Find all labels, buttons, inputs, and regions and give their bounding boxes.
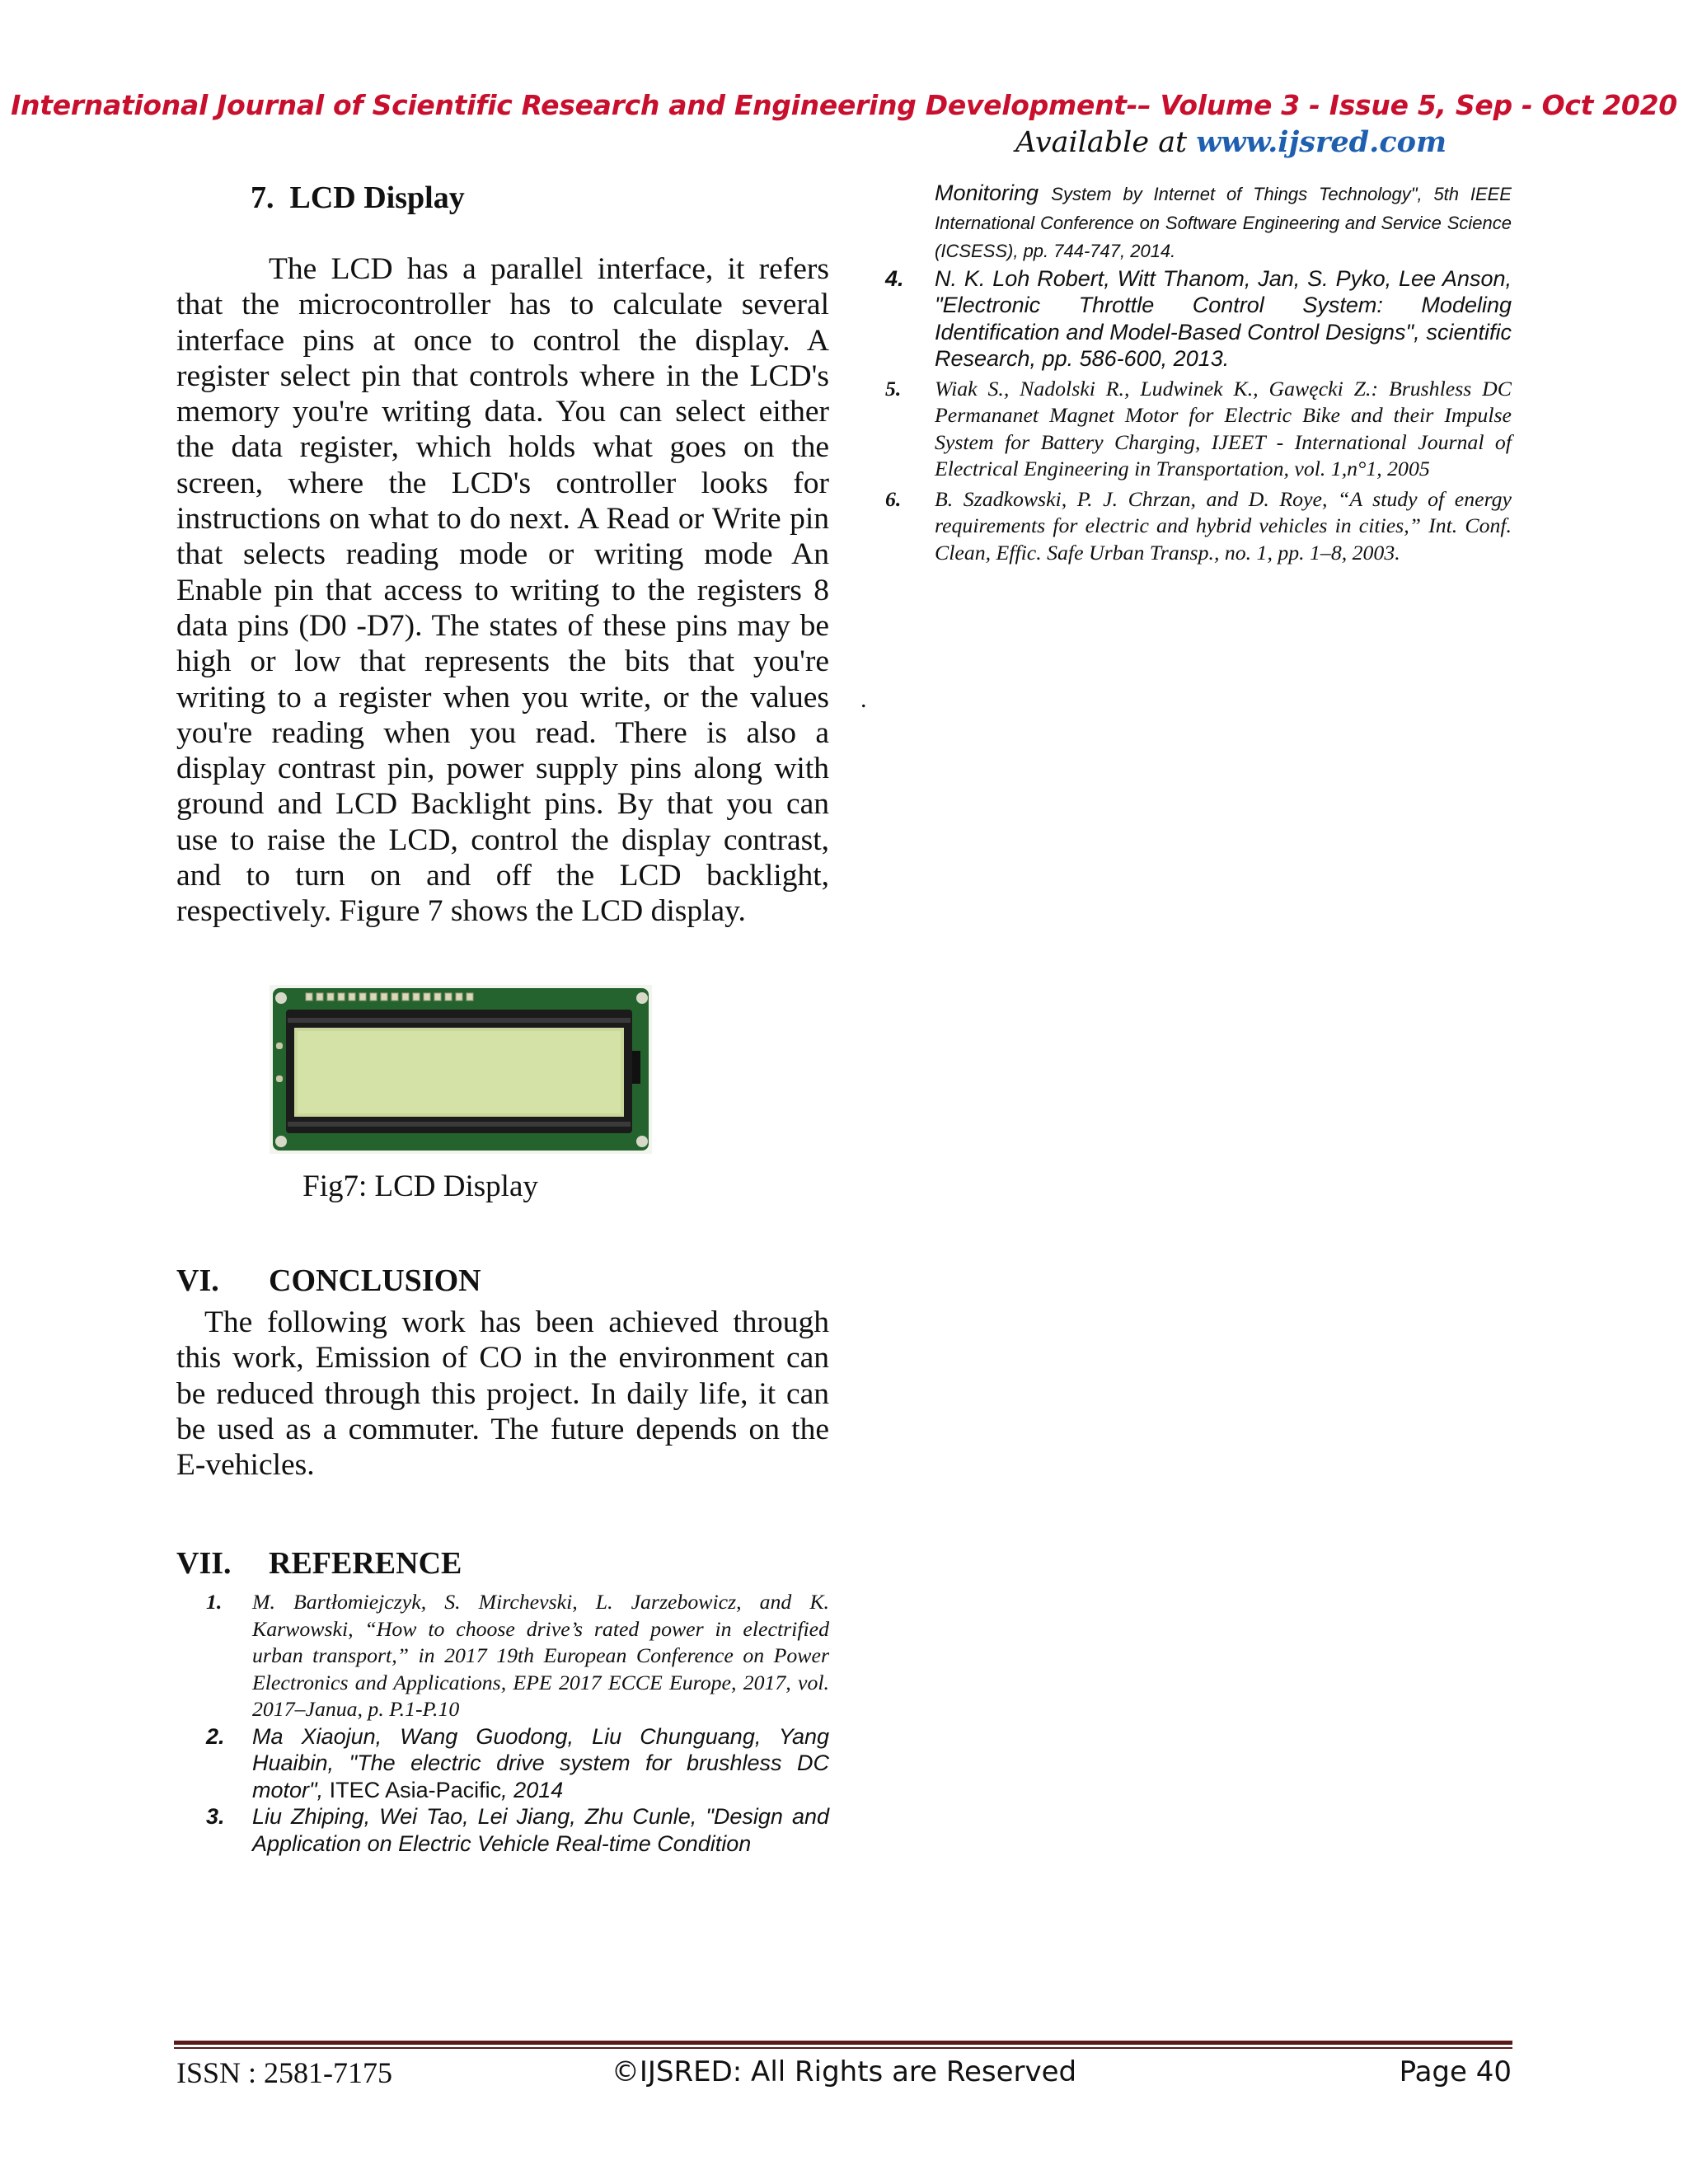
- footer-divider: [174, 2041, 1512, 2045]
- reference-number: 4.: [885, 265, 904, 291]
- availability-line: [1015, 125, 1447, 159]
- reference-venue: ITEC Asia-Pacific: [329, 1777, 502, 1802]
- lcd-module-image: [270, 985, 652, 1154]
- journal-title: International Journal of Scientific Research and Engineering Development-– Volume 3 - Issue 5, Sep - Oct 2020: [11, 89, 1677, 121]
- footer-divider-thin: [174, 2047, 1512, 2049]
- reference-text: N. K. Loh Robert, Witt Thanom, Jan, S. Pyko, Lee Anson, "Electronic Throttle Control System: Modeling Identification and Model-Based Control Designs", scientific Research, pp. 586-600, 2013.: [935, 265, 1512, 371]
- references-title: REFERENCE: [269, 1546, 462, 1581]
- references-list-left: [176, 1589, 829, 1857]
- section-7-title: LCD Display: [289, 180, 465, 215]
- reference-item: [885, 486, 1512, 567]
- reference-number: 3.: [206, 1804, 225, 1829]
- references-number: VII.: [176, 1546, 232, 1581]
- reference-number: 6.: [885, 486, 902, 511]
- reference-continuation: [885, 180, 1512, 265]
- footer-copyright: ©IJSRED: All Rights are Reserved: [611, 2055, 1077, 2088]
- reference-item: [885, 376, 1512, 483]
- section-7-number: 7.: [251, 180, 274, 215]
- reference-text: B. Szadkowski, P. J. Chrzan, and D. Roye, “A study of energy requirements for electric and hybrid vehicles in cities,” Int. Conf. Clean, Effic. Safe Urban Transp., no. 1, pp. 1–8, 2003.: [935, 486, 1512, 565]
- lcd-figure: [270, 985, 652, 1154]
- reference-text: M. Bartłomiejczyk, S. Mirchevski, L. Jarzebowicz, and K. Karwowski, “How to choose drive’s rated power in electrified urban transport,” in 2017 19th European Conference on Power Electronics and Applications, EPE 2017 ECCE Europe, 2017, vol. 2017–Janua, p. P.1-P.10: [252, 1590, 829, 1721]
- reference-number: 5.: [885, 376, 902, 401]
- footer-page-number: Page 40: [1399, 2055, 1512, 2088]
- reference-text: Ma Xiaojun, Wang Guodong, Liu Chunguang, Yang Huaibin, "The electric drive system for brushless DC motor",: [252, 1723, 829, 1802]
- section-7-references-heading: [176, 1545, 462, 1582]
- reference-year: , 2014: [501, 1777, 564, 1802]
- reference-item: [176, 1803, 829, 1857]
- section-6-heading: [176, 1263, 481, 1299]
- reference-item: [176, 1723, 829, 1804]
- reference-number: 1.: [206, 1590, 223, 1614]
- footer-issn: ISSN : 2581-7175: [176, 2056, 393, 2089]
- right-column: [885, 180, 1512, 566]
- available-prefix: Available at: [1015, 126, 1197, 159]
- reference-text: Wiak S., Nadolski R., Ludwinek K., Gawęcki Z.: Brushless DC Permananet Magnet Motor for Electric Bike and their Impulse System for Battery Charging, IJEET - International Journal of Electrical Engineering in Transportation, vol. 1,n°1, 2005: [935, 376, 1512, 480]
- reference-number: 2.: [206, 1723, 225, 1749]
- stray-mark: .: [860, 686, 867, 713]
- section-6-title: CONCLUSION: [269, 1263, 481, 1298]
- reference-item: [176, 1589, 829, 1723]
- reference-text: Monitoring: [935, 180, 1052, 205]
- figure-7-caption: Fig7: LCD Display: [302, 1169, 538, 1203]
- section-7-heading: [251, 180, 465, 216]
- journal-url-link[interactable]: www.ijsred.com: [1196, 125, 1447, 159]
- reference-text: Liu Zhiping, Wei Tao, Lei Jiang, Zhu Cunle, "Design and Application on Electric Vehicle Real-time Condition: [252, 1804, 829, 1856]
- reference-item: [885, 265, 1512, 373]
- reference-text: System by Internet of Things Technology", 5th IEEE International Conference on Software Engineering and Service Science (ICSESS), pp. 744-747, 2014.: [935, 184, 1512, 261]
- conclusion-body: The following work has been achieved through this work, Emission of CO in the environment can be reduced through this project. In daily life, it can be used as a commuter. The future depends on the E-vehicles.: [176, 1305, 829, 1483]
- section-7-body: The LCD has a parallel interface, it refers that the microcontroller has to calculate several interface pins at once to control the display. A register select pin that controls where in the LCD's memory you're writing data. You can select either the data register, which holds what goes on the screen, where the LCD's controller looks for instructions on what to do next. A Read or Write pin that selects reading mode or writing mode An Enable pin that access to writing to the registers 8 data pins (D0 -D7). The states of these pins may be high or low that represents the bits that you're writing to a register when you write, or the values you're reading when you read. There is also a display contrast pin, power supply pins along with ground and LCD Backlight pins. By that you can use to raise the LCD, control the display contrast, and to turn on and off the LCD backlight, respectively. Figure 7 shows the LCD display.: [176, 252, 829, 929]
- section-6-number: VI.: [176, 1263, 219, 1298]
